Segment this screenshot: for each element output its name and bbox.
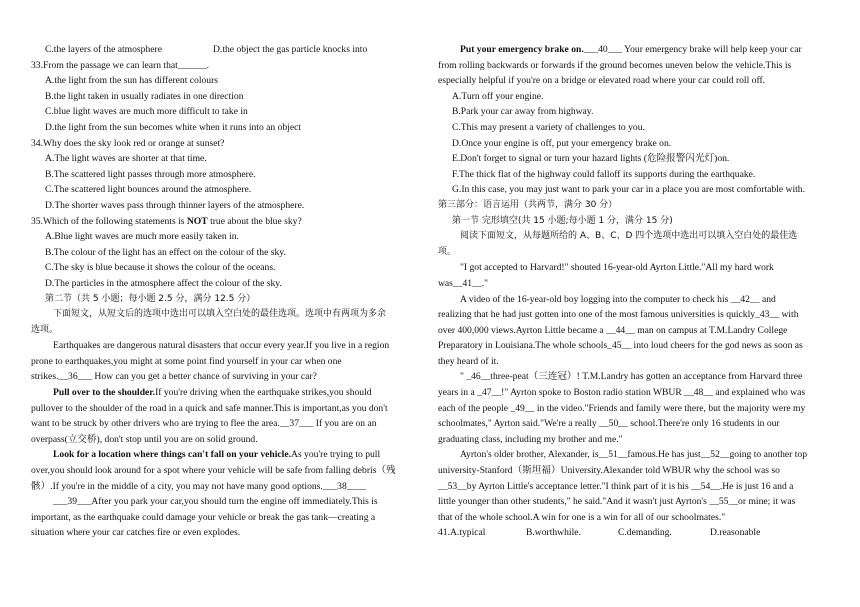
option-d: D.The particles in the atmosphere affect the colour of the sky.	[45, 277, 282, 289]
cloze-paragraph-4-line-3: __53__by Ayrton Little's acceptance letter."I think part of it is his __54__.He is just 16 and a	[438, 480, 794, 492]
passage-paragraph-3	[31, 447, 415, 463]
cloze-paragraph-2-line-5: they heard of it.	[438, 355, 499, 367]
option-b: B.worthwhile.	[526, 527, 581, 539]
choice-f: F.The thick flat of the highway could falloff its supports during the earthquake.	[452, 168, 756, 180]
option-a: A.the light from the sun has different colours	[45, 75, 219, 87]
question-32-options-cd	[31, 42, 415, 58]
question-41-options	[438, 525, 830, 541]
option-b: B.The colour of the light has an effect on the colour of the sky.	[45, 246, 286, 258]
passage-paragraph-4: ___39___After you park your car,you should turn the engine off immediately.This is	[53, 496, 378, 508]
option-d: D.The shorter waves pass through thinner layers of the atmosphere.	[45, 199, 305, 211]
part-3-heading: 第三部分：语言运用（共两节，满分 30 分）	[438, 199, 618, 210]
cloze-paragraph-4-line-4: little younger than other students," he said."And it wasn't just Ayrton's __55__or mine; it was	[438, 496, 796, 508]
passage-paragraph-5-line-3: especially helpful if you're on a bridge or elevated road where your car could roll off.	[438, 75, 766, 87]
option-b: B.the light taken in usually radiates in one direction	[45, 90, 244, 102]
cloze-paragraph-2-line-2: realizing that he had just gotten into one of the most famous universities is quickly_43__ with	[438, 309, 799, 321]
section-1-heading: 第一节 完形填空(共 15 小题;每小题 1 分，满分 15 分)	[452, 215, 673, 226]
passage-paragraph-2	[31, 385, 415, 401]
passage-paragraph-4-line-2: important, as the earthquake could damage your vehicle or break the gas tank—creating a	[31, 511, 376, 523]
choice-d: D.Once your engine is off, put your emergency brake on.	[452, 137, 672, 149]
section-2-instructions-end: 选项。	[31, 324, 59, 335]
option-a: A.The light waves are shorter at that time.	[45, 153, 207, 165]
passage-paragraph-5-line-2: from rolling backwards or forwards if the ground becomes uneven below the vehicle.This is	[438, 59, 792, 71]
cloze-paragraph-2-line-3: over 400,000 views.Ayrton Little became a __44__ man on campus at T.M.Landry College	[438, 324, 788, 336]
passage-paragraph-1-line-3: strikes.__36___ How can you get a better chance of surviving in your car?	[31, 371, 317, 383]
cloze-paragraph-3-line-3: each of the people _49__ in the video."Friends and family were there, but the majority were my	[438, 402, 806, 414]
paragraph-2-text: If you're driving when the earthquake strikes,you should	[155, 387, 372, 399]
cloze-paragraph-3-line-4: schoolmates," Ayrton said."We're a really __50__ school.There're only 16 students in our	[438, 418, 780, 430]
passage-paragraph-2-line-3: want to be struck by other drivers who are trying to flee the area.__37___ If you are on an	[31, 418, 377, 430]
paragraph-5-heading: Put your emergency brake on.	[460, 44, 584, 55]
passage-paragraph-2-line-4: overpass(立交桥), don't stop until you are on solid ground.	[31, 433, 258, 445]
question-35-emphasis: NOT	[186, 215, 208, 227]
passage-paragraph-3-line-3: 骸）.If you're in the middle of a city, you may not have many good options.___38____	[31, 480, 366, 492]
option-d: D.reasonable	[710, 527, 761, 539]
paragraph-2-heading: Pull over to the shoulder.	[53, 387, 156, 399]
cloze-paragraph-4: Ayrton's older brother, Alexander, is__51__famous.He has just__52__going to another top	[460, 449, 807, 461]
choice-a: A.Turn off your engine.	[452, 90, 544, 102]
cloze-paragraph-4-line-5: that of the whole school.A win for one is a win for all of our schoolmates."	[438, 511, 726, 523]
question-34: 34.Why does the sky look red or orange at sunset?	[31, 137, 225, 149]
question-35-text: 35.Which of the following statements is	[31, 215, 187, 227]
cloze-paragraph-1-line-2: was__41__."	[438, 277, 489, 289]
cloze-paragraph-1: "I got accepted to Harvard!" shouted 16-year-old Ayrton Little."All my hard work	[460, 262, 774, 274]
option-a: 41.A.typical	[438, 527, 486, 539]
paragraph-3-heading: Look for a location where things can't fall on your vehicle.	[53, 449, 291, 461]
choice-g: G.In this case, you may just want to park your car in a place you are most comfortable with.	[452, 184, 806, 196]
option-c: C.demanding.	[618, 527, 672, 539]
option-c: C.The scattered light bounces around the atmosphere.	[45, 184, 252, 196]
choice-c: C.This may present a variety of challenges to you.	[452, 121, 645, 133]
question-35	[31, 214, 415, 230]
option-d: D.the object the gas particle knocks into	[213, 44, 368, 55]
paragraph-5-text: ___40___ Your emergency brake will help keep your car	[583, 44, 802, 55]
section-1-instructions: 阅读下面短文，从每题所给的 A、B、C、D 四个选项中选出可以填入空白处的最佳选	[460, 231, 798, 242]
question-35-text-end: true about the blue sky?	[207, 215, 302, 227]
cloze-paragraph-3-line-2: years in a _47__!" Ayrton spoke to Boston radio station WBUR __48__ and explained who was	[438, 387, 806, 399]
passage-paragraph-1: Earthquakes are dangerous natural disasters that occur every year.If you live in a region	[53, 340, 390, 352]
passage-paragraph-1-line-2: prone to earthquakes,you might at some point find yourself in your car when one	[31, 355, 342, 367]
option-c: C.The sky is blue because it shows the colour of the oceans.	[45, 262, 276, 274]
cloze-paragraph-4-line-2: university-Stanford（斯坦福）University.Alexander told WBUR why the school was so	[438, 465, 780, 477]
option-a: A.Blue light waves are much more easily taken in.	[45, 231, 239, 243]
passage-paragraph-5	[438, 42, 830, 58]
passage-paragraph-2-line-2: pullover to the shoulder of the road in a quick and safe manner.This is important,as you don't	[31, 402, 388, 414]
passage-paragraph-4-line-3: situation where your car catches fire or even explodes.	[31, 527, 241, 539]
option-b: B.The scattered light passes through more atmosphere.	[45, 168, 256, 180]
option-c: C.blue light waves are much more difficult to take in	[45, 106, 248, 118]
question-33: 33.From the passage we can learn that______.	[31, 59, 209, 71]
cloze-paragraph-3-line-5: graduating class, including my brother and me."	[438, 433, 623, 445]
cloze-paragraph-3: " _46__three-peat（三连冠）! T.M.Landry has gotten an acceptance from Harvard three	[460, 371, 803, 383]
section-1-instructions-end: 项。	[438, 246, 457, 257]
section-2-instructions: 下面短文，从短文后的选项中选出可以填入空白处的最佳选项。选项中有两项为多余	[53, 309, 387, 320]
cloze-paragraph-2-line-4: Preparatory in Louisiana.The whole schools_45__ into loud cheers for the god news as soon as	[438, 340, 803, 352]
left-column	[31, 42, 415, 541]
choice-b: B.Park your car away from highway.	[452, 106, 594, 118]
section-2-heading: 第二节（共 5 小题；每小题 2.5 分，满分 12.5 分）	[45, 293, 256, 304]
option-d: D.the light from the sun becomes white when it runs into an object	[45, 121, 302, 133]
choice-e: E.Don't forget to signal or turn your hazard lights (危险报警闪光灯)on.	[452, 153, 730, 165]
right-column	[438, 42, 830, 541]
passage-paragraph-3-line-2: over,you should look around for a spot where your vehicle will be safe from falling debris（残	[31, 465, 396, 477]
option-c: C.the layers of the atmosphere	[45, 44, 162, 55]
paragraph-3-text: As you're trying to pull	[290, 449, 381, 461]
cloze-paragraph-2: A video of the 16-year-old boy logging into the computer to check his __42__ and	[460, 293, 776, 305]
